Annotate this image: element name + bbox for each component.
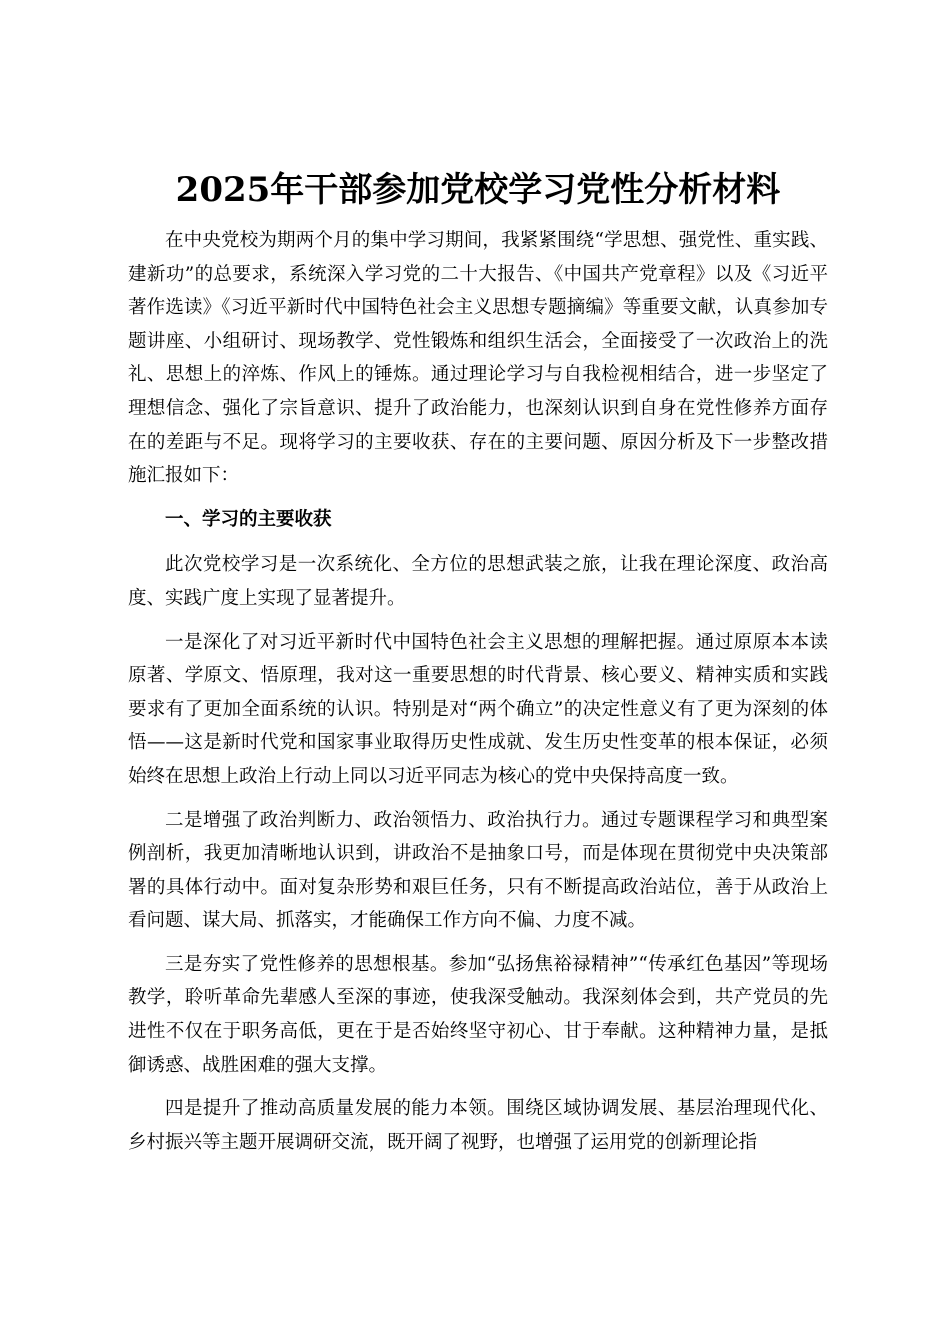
body-paragraph: 此次党校学习是一次系统化、全方位的思想武装之旅，让我在理论深度、政治高度、实践广度上实现了显著提升。 bbox=[128, 554, 828, 609]
body-paragraph: 三是夯实了党性修养的思想根基。参加“弘扬焦裕禄精神”“传承红色基因”等现场教学，聆听革命先辈感人至深的事迹，使我深受触动。我深刻体会到，共产党员的先进性不仅在于职务高低，更在于是否始终坚守初心、甘于奉献。这种精神力量，是抵御诱惑、战胜困难的强大支撑。 bbox=[128, 953, 828, 1076]
body-paragraph: 一是深化了对习近平新时代中国特色社会主义思想的理解把握。通过原原本本读原著、学原文、悟原理，我对这一重要思想的时代背景、核心要义、精神实质和实践要求有了更加全面系统的认识。特别是对“两个确立”的决定性意义有了更为深刻的体悟——这是新时代党和国家事业取得历史性成就、发生历史性变革的根本保证，必须始终在思想上政治上行动上同以习近平同志为核心的党中央保持高度一致。 bbox=[128, 631, 828, 787]
document-body bbox=[128, 168, 828, 1169]
intro-paragraph: 在中央党校为期两个月的集中学习期间，我紧紧围绕“学思想、强党性、重实践、建新功”的总要求，系统深入学习党的二十大报告、《中国共产党章程》以及《习近平著作选读》《习近平新时代中国特色社会主义思想专题摘编》等重要文献，认真参加专题讲座、小组研讨、现场教学、党性锻炼和组织生活会，全面接受了一次政治上的洗礼、思想上的淬炼、作风上的锤炼。通过理论学习与自我检视相结合，进一步坚定了理想信念、强化了宗旨意识、提升了政治能力，也深刻认识到自身在党性修养方面存在的差距与不足。现将学习的主要收获、存在的主要问题、原因分析及下一步整改措施汇报如下： bbox=[128, 230, 828, 487]
section-heading-main-gains: 一、学习的主要收获 bbox=[165, 508, 332, 530]
document-title: 2025年干部参加党校学习党性分析材料 bbox=[175, 170, 781, 210]
body-paragraph: 二是增强了政治判断力、政治领悟力、政治执行力。通过专题课程学习和典型案例剖析，我更加清晰地认识到，讲政治不是抽象口号，而是体现在贯彻党中央决策部署的具体行动中。面对复杂形势和艰巨任务，只有不断提高政治站位，善于从政治上看问题、谋大局、抓落实，才能确保工作方向不偏、力度不减。 bbox=[128, 809, 828, 932]
body-paragraph: 四是提升了推动高质量发展的能力本领。围绕区域协调发展、基层治理现代化、乡村振兴等主题开展调研交流，既开阔了视野，也增强了运用党的创新理论指 bbox=[128, 1098, 828, 1153]
